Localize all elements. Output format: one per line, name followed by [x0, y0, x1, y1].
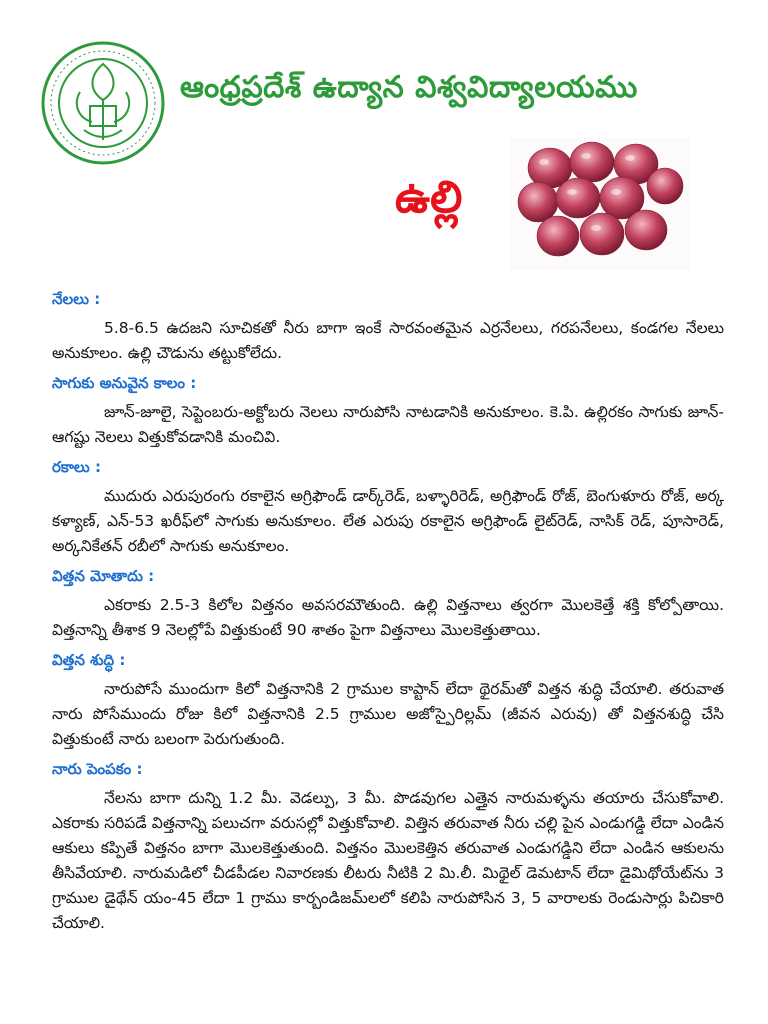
section-heading-soils: నేలలు : [52, 290, 101, 308]
section-heading-seed-treatment: విత్తన శుద్ధి : [52, 651, 126, 669]
page-header [0, 0, 768, 280]
section-body-soils: 5.8-6.5 ఉదజని సూచికతో నీరు బాగా ఇంకే సారవంతమైన ఎర్రనేలలు, గరపనేలలు, కండగల నేలలు అనుకూలం. ఉల్లి చౌడును తట్టుకోలేదు. [52, 319, 724, 362]
university-title: ఆంధ్రప్రదేశ్ ఉద్యాన విశ్వవిద్యాలయము [180, 70, 638, 105]
onion-pile-photo [510, 138, 690, 270]
section-heading-varieties: రకాలు : [52, 458, 101, 476]
section-heading-season: సాగుకు అనువైన కాలం : [52, 374, 197, 392]
section-heading-seed-rate: విత్తన మోతాదు : [52, 567, 155, 585]
document-body [52, 288, 724, 942]
section-body-varieties: ముదురు ఎరుపురంగు రకాలైన అగ్రిఫౌండ్ డార్క్‌రెడ్, బళ్ళారిరెడ్, అగ్రిఫౌండ్ రోజ్, బెంగుళూరు రోజ్, అర్క కళ్యాణ్, ఎన్-53 ఖరీఫ్‌లో సాగుకు అనుకూలం. లేత ఎరుపు రకాలైన అగ్రిఫౌండ్ లైట్‌రెడ్, నాసిక్ రెడ్, పూసారెడ్, అర్కనికేతన్ రబీలో సాగుకు అనుకూలం. [52, 487, 724, 555]
section-body-season: జూన్-జూలై, సెప్టెంబరు-అక్టోబరు నెలలు నారుపోసి నాటడానికి అనుకూలం. కె.పి. ఉల్లిరకం సాగుకు జూన్-ఆగష్టు నెలలు విత్తుకోవడానికి మంచివి. [52, 403, 724, 446]
section-body-nursery: నేలను బాగా దున్ని 1.2 మీ. వెడల్పు, 3 మీ. పొడవుగల ఎత్తైన నారుమళ్ళను తయారు చేసుకోవాలి. ఎకరాకు సరిపడే విత్తనాన్ని పలుచగా వరుసల్లో విత్తుకోవాలి. విత్తిన తరువాత నీరు చల్లి పైన ఎండుగడ్డి లేదా ఎండిన ఆకులు కప్పితే విత్తనం బాగా మొలకెత్తుతుంది. విత్తనం మొలకెత్తిన తరువాత ఎండుగడ్డిని లేదా ఎండిన ఆకులను తీసివేయాలి. నారుమడిలో చీడపీడల నివారణకు లీటరు నీటికి 2 మి.లీ. మిథైల్ డెమటాన్ లేదా డైమిథోయేట్‌ను 3 గ్రాముల డైథేన్ యం-45 లేదా 1 గ్రాము కార్బండిజమ్‌లలో కలిపి నారుపోసిన 3, 5 వారాలకు రెండుసార్లు పిచికారి చేయాలి. [52, 789, 724, 932]
section-heading-nursery: నారు పెంపకం : [52, 760, 143, 778]
crop-title: ఉల్లి [395, 172, 463, 223]
university-seal-icon [40, 40, 166, 166]
section-body-seed-treatment: నారుపోసే ముందుగా కిలో విత్తనానికి 2 గ్రాముల కాప్టాన్ లేదా థైరమ్‌తో విత్తన శుద్ధి చేయాలి. తరువాత నారు పోసేముందు రోజు కిలో విత్తనానికి 2.5 గ్రాముల అజోస్పైరిల్లమ్ (జీవన ఎరువు) తో విత్తనశుద్ధి చేసి విత్తుకుంటే నారు బలంగా పెరుగుతుంది. [52, 680, 724, 748]
section-body-seed-rate: ఎకరాకు 2.5-3 కిలోల విత్తనం అవసరమౌతుంది. ఉల్లి విత్తనాలు త్వరగా మొలకెత్తే శక్తి కోల్పోతాయి. విత్తనాన్ని తీశాక 9 నెలల్లోపే విత్తుకుంటే 90 శాతం పైగా విత్తనాలు మొలకెత్తుతాయి. [52, 596, 724, 639]
